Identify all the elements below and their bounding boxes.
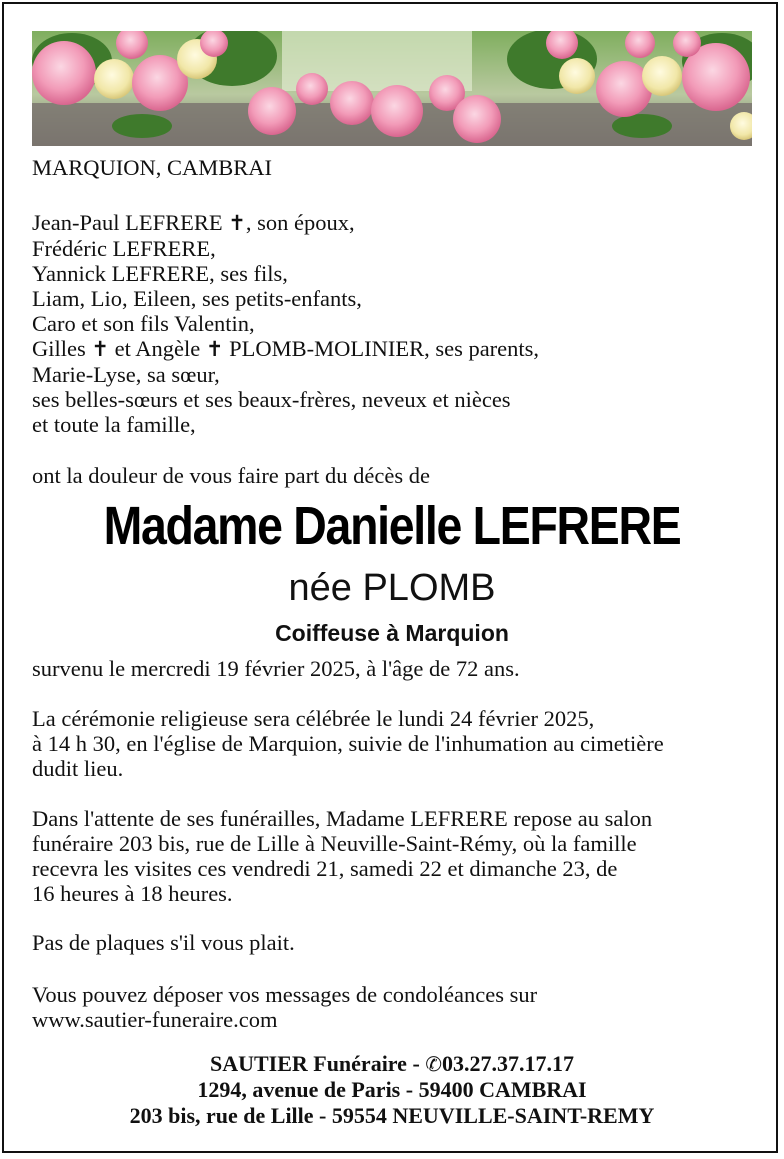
family-list [32,210,754,437]
announcement [32,463,754,488]
visitation-line: funéraire 203 bis, rue de Lille à Neuville-Saint-Rémy, où la famille [32,831,637,856]
maiden-name: née PLOMB [288,567,496,609]
deceased-name: Madame Danielle LEFRERE [103,496,681,556]
death-date-text: survenu le mercredi 19 février 2025, à l'âge de 72 ans. [32,656,520,681]
family-line [32,210,754,236]
family-line [32,336,754,362]
family-relation: PLOMB-MOLINIER, ses parents, [223,336,540,361]
ceremony-line: La cérémonie religieuse sera célébrée le lundi 24 février 2025, [32,706,595,731]
roses-image-icon [32,31,752,146]
family-name: Gilles [32,336,92,361]
address-line: 1294, avenue de Paris - 59400 CAMBRAI [197,1077,587,1102]
family-line: Liam, Lio, Eileen, ses petits-enfants, [32,286,362,311]
announcement-text: ont la douleur de vous faire part du décès de [32,463,430,488]
company-line [0,1051,784,1077]
family-line: et toute la famille, [32,412,196,437]
occupation: Coiffeuse à Marquion [275,620,509,646]
visitation-line: Dans l'attente de ses funérailles, Madame LEFRERE repose au salon [32,806,653,831]
ceremony-line: à 14 h 30, en l'église de Marquion, suivie de l'inhumation au cimetière [32,731,664,756]
condolences-link[interactable]: www.sautier-funeraire.com [32,1007,278,1032]
cross-icon: ✝ [228,211,246,235]
family-line: Frédéric LEFRERE, [32,236,216,261]
ceremony-line: dudit lieu. [32,756,124,781]
address-line: 203 bis, rue de Lille - 59554 NEUVILLE-SAINT-REMY [129,1103,655,1128]
family-line: Marie-Lyse, sa sœur, [32,362,220,387]
ceremony-paragraph [32,706,754,781]
family-line: ses belles-sœurs et ses beaux-frères, neveux et nièces [32,387,511,412]
visitation-line: recevra les visites ces vendredi 21, samedi 22 et dimanche 23, de [32,856,618,881]
location-text: MARQUION, CAMBRAI [32,155,273,180]
phone-icon: ✆ [425,1052,443,1076]
death-date [32,656,754,681]
condolences-paragraph [32,982,754,1032]
family-relation: , son époux, [245,210,355,235]
funeral-home-footer [0,1051,784,1129]
roses-banner [32,31,752,146]
no-plaques-text: Pas de plaques s'il vous plait. [32,930,295,955]
family-line: Yannick LEFRERE, ses fils, [32,261,288,286]
family-name: et Angèle [108,336,206,361]
visitation-paragraph [32,806,754,906]
phone-number[interactable]: 03.27.37.17.17 [442,1051,575,1076]
family-line: Caro et son fils Valentin, [32,311,255,336]
cross-icon: ✝ [205,337,224,361]
visitation-line: 16 heures à 18 heures. [32,881,233,906]
no-plaques [32,930,754,955]
family-name: Jean-Paul LEFRERE [32,210,229,235]
cross-icon: ✝ [91,337,109,361]
condolences-line: Vous pouvez déposer vos messages de condoléances sur [32,982,538,1007]
company-name: SAUTIER Funéraire - [209,1051,426,1076]
location [32,155,754,180]
